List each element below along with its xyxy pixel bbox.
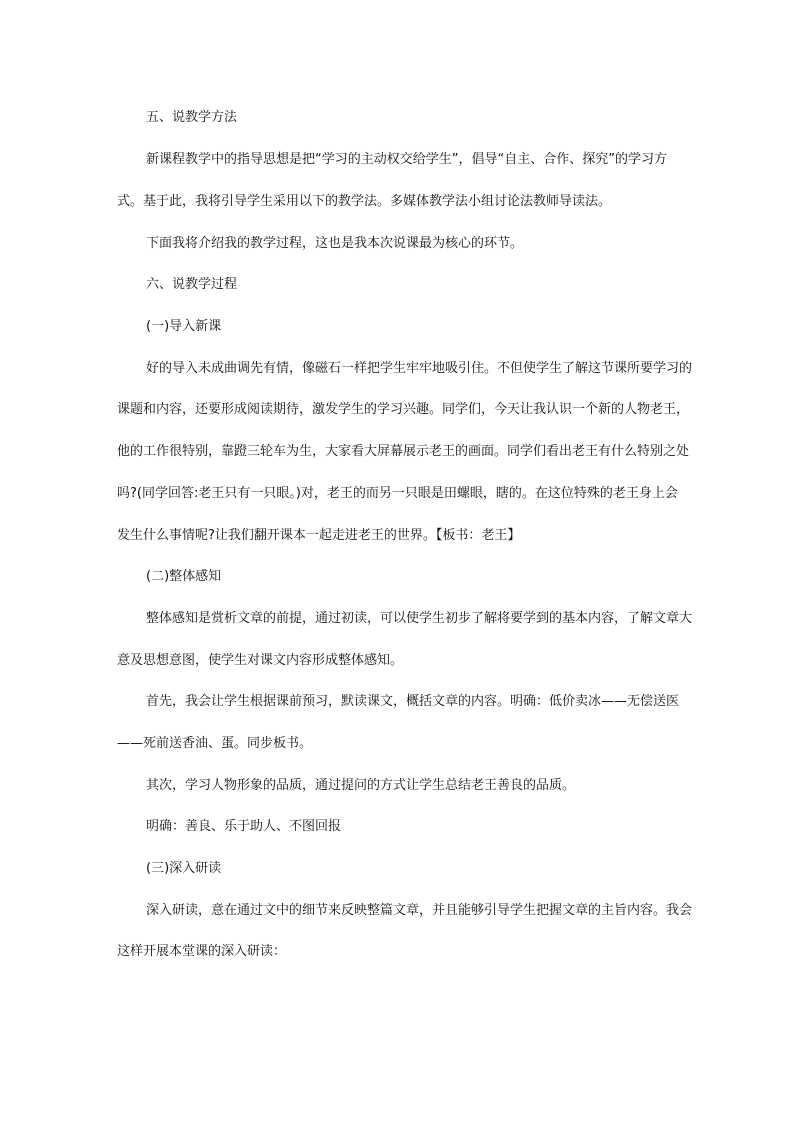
paragraph-line: 这样开展本堂课的深入研读： bbox=[117, 944, 287, 959]
section-heading-teaching-process: 六、说教学过程 bbox=[146, 277, 238, 292]
subsection-heading-overall-perception: (二)整体感知 bbox=[146, 569, 222, 584]
paragraph-line: 发生什么事情呢?让我们翻开课本一起走进老王的世界。【板书：老王】 bbox=[117, 528, 521, 543]
paragraph-line: 下面我将介绍我的教学过程，这也是我本次说课最为核心的环节。 bbox=[146, 236, 524, 251]
paragraph-line: 意及思想意图，使学生对课文内容形成整体感知。 bbox=[117, 653, 404, 668]
section-heading-teaching-methods: 五、说教学方法 bbox=[146, 110, 238, 125]
paragraph-line: 式。基于此，我将引导学生采用以下的教学法。多媒体教学法小组讨论法教师导读法。 bbox=[117, 194, 612, 209]
paragraph-line: 深入研读，意在通过文中的细节来反映整篇文章，并且能够引导学生把握文章的主旨内容。我会 bbox=[146, 903, 693, 918]
paragraph-line: 新课程教学中的指导思想是把“学习的主动权交给学生”，倡导“自主、合作、探究”的学习方 bbox=[146, 152, 667, 167]
paragraph-line: ——死前送香油、蛋。同步板书。 bbox=[117, 736, 313, 751]
paragraph-line: 好的导入未成曲调先有情，像磁石一样把学生牢牢地吸引住。不但使学生了解这节课所要学习的 bbox=[146, 361, 693, 376]
paragraph-line: 首先，我会让学生根据课前预习，默读课文，概括文章的内容。明确：低价卖冰——无偿送医 bbox=[146, 694, 680, 709]
paragraph-line: 明确：善良、乐于助人、不图回报 bbox=[146, 819, 342, 834]
subsection-heading-deep-reading: (三)深入研读 bbox=[146, 861, 222, 876]
paragraph-line: 课题和内容，还要形成阅读期待，激发学生的学习兴趣。同学们，今天让我认识一个新的人物老王， bbox=[117, 402, 690, 417]
paragraph-line: 他的工作很特别，靠蹬三轮车为生，大家看大屏幕展示老王的画面。同学们看出老王有什么特别之处 bbox=[117, 444, 690, 459]
paragraph-line: 整体感知是赏析文章的前提，通过初读，可以使学生初步了解将要学到的基本内容，了解文章大 bbox=[146, 611, 693, 626]
subsection-heading-introduction: (一)导入新课 bbox=[146, 319, 222, 334]
paragraph-line: 吗?(同学回答:老王只有一只眼。)对，老王的而另一只眼是田螺眼，瞎的。在这位特殊的老王身上会 bbox=[117, 486, 678, 501]
paragraph-line: 其次，学习人物形象的品质，通过提问的方式让学生总结老王善良的品质。 bbox=[146, 778, 576, 793]
